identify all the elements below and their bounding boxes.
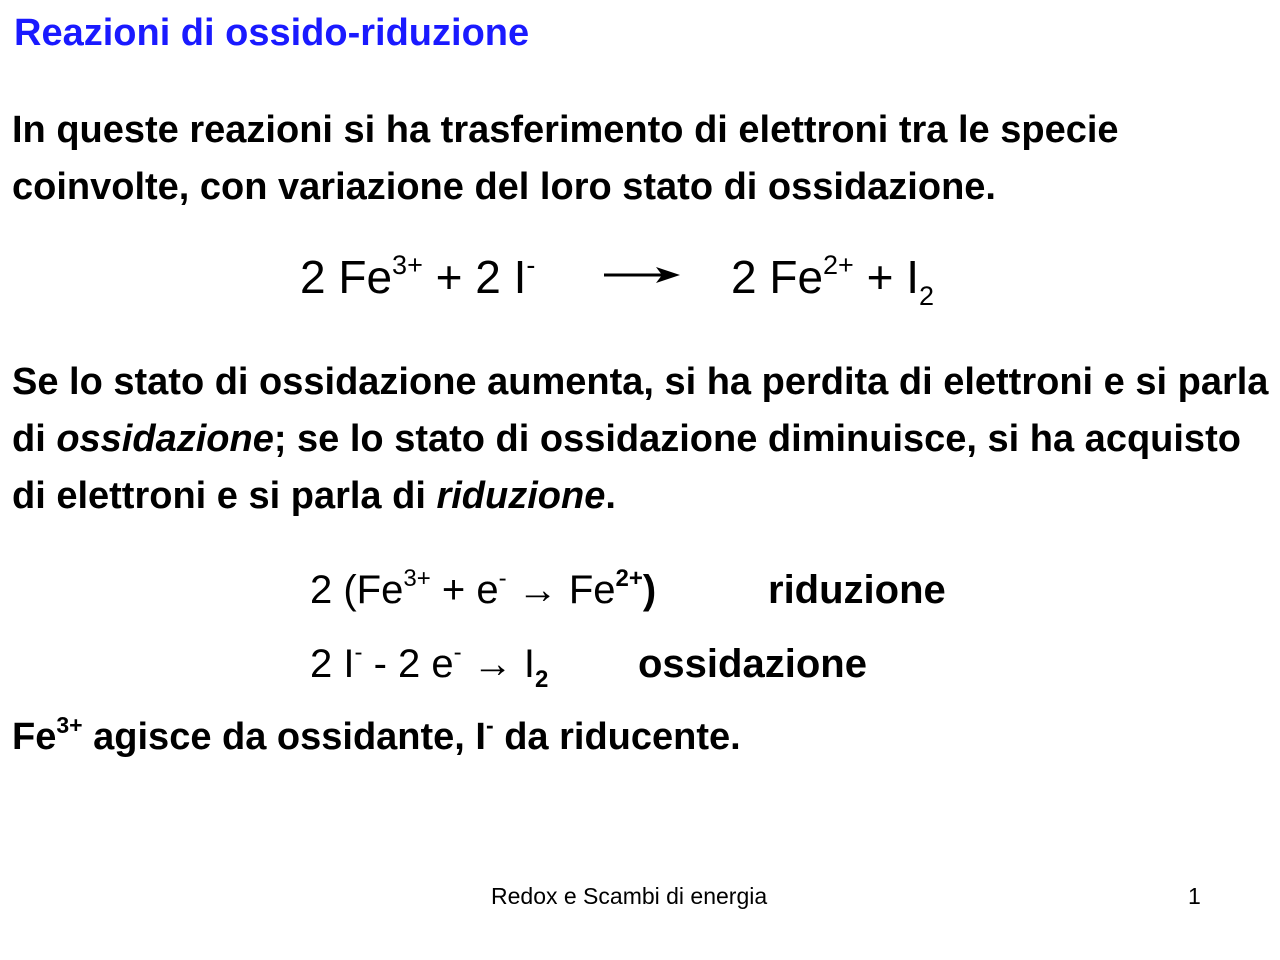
reduction-label: riduzione <box>768 568 946 612</box>
conclusion <box>12 712 741 759</box>
footer-title: Redox e Scambi di energia <box>491 883 768 909</box>
main-equation <box>300 250 935 311</box>
concl-text: da riducente. <box>493 716 741 758</box>
eq-charge: 3+ <box>392 250 423 280</box>
oxidation-label: ossidazione <box>638 642 867 686</box>
concl-text: agisce da ossidante, I <box>82 716 486 758</box>
oxidation-half-reaction <box>310 639 549 693</box>
page-title: Reazioni di ossido-riduzione <box>14 12 530 54</box>
half-text: 2 I <box>310 642 355 686</box>
half-subscript: 2 <box>535 666 549 693</box>
explanation-paragraph <box>12 354 1274 525</box>
concl-text: Fe <box>12 716 57 758</box>
explanation-text: Se lo stato di ossidazione aumenta, si ha perdita di elettroni e si parla di <box>12 361 1269 460</box>
eq-product-fe: 2 Fe <box>730 251 824 303</box>
reduction-half-reaction <box>310 565 657 613</box>
half-text: + e <box>430 568 499 612</box>
half-charge: 3+ <box>403 565 431 592</box>
eq-product-iodine: + I <box>853 251 920 303</box>
eq-subscript: 2 <box>919 281 935 311</box>
explanation-text: . <box>605 475 616 517</box>
half-text: I <box>523 642 535 686</box>
arrow-icon: → <box>461 642 524 686</box>
right-arrow-icon <box>604 265 680 285</box>
eq-charge: 2+ <box>823 250 854 280</box>
term-ossidazione: ossidazione <box>56 418 274 460</box>
term-riduzione: riduzione <box>436 475 606 517</box>
eq-charge: - <box>526 250 536 280</box>
half-charge: - <box>453 639 462 666</box>
half-text: Fe <box>568 568 616 612</box>
arrow-icon: → <box>506 568 569 612</box>
half-charge: - <box>498 565 507 592</box>
concl-charge: 3+ <box>56 712 83 738</box>
half-text: ) <box>642 568 657 612</box>
half-charge: 2+ <box>615 565 643 592</box>
eq-reactant-fe: 2 Fe <box>300 251 393 303</box>
half-charge: - <box>354 639 363 666</box>
intro-paragraph: In queste reazioni si ha trasferimento di elettroni tra le specie coinvolte, con variazione del loro stato di ossidazione. <box>12 109 1119 208</box>
concl-charge: - <box>485 712 494 738</box>
explanation-text: ; se lo stato di ossidazione diminuisce, si ha acquisto di elettroni e si parla di <box>12 418 1241 517</box>
eq-reactant-iodide: + 2 I <box>422 251 527 303</box>
half-text: - 2 e <box>362 642 454 686</box>
page-number: 1 <box>1188 883 1201 909</box>
half-text: 2 (Fe <box>310 568 404 612</box>
